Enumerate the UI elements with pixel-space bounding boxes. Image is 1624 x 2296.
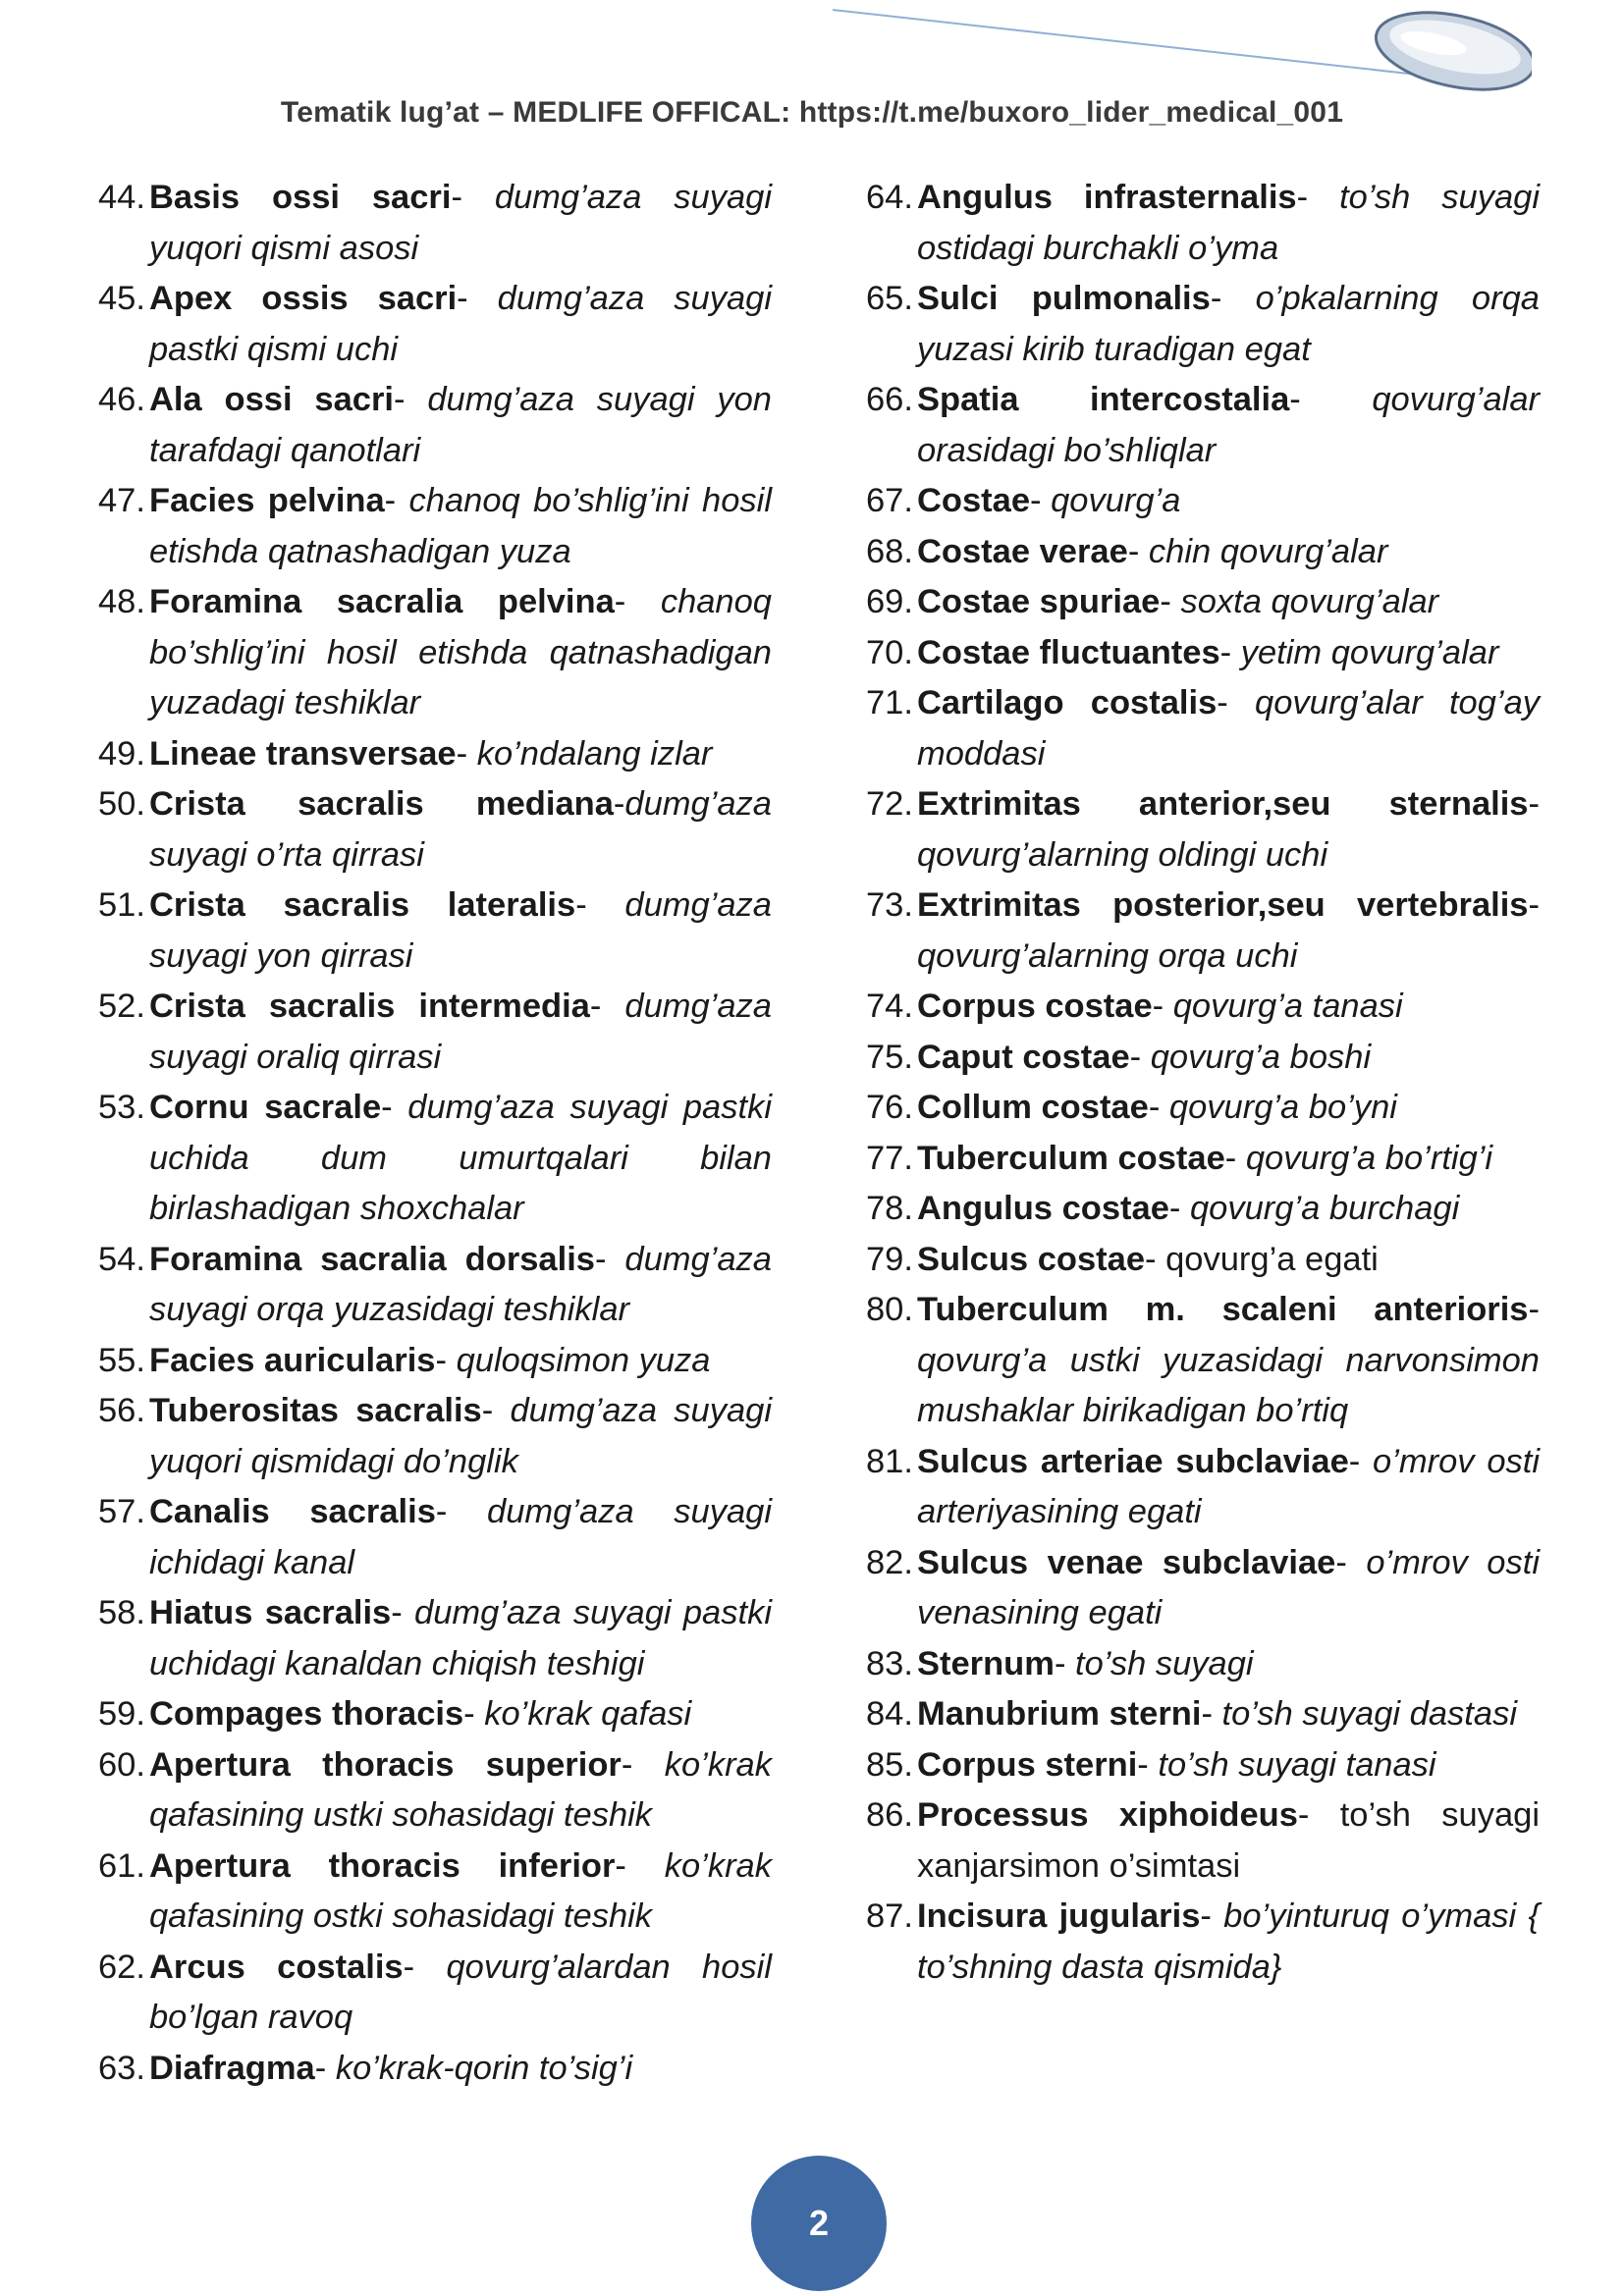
glossary-entry	[866, 173, 1540, 274]
entry-term: Facies auricularis	[149, 1341, 436, 1379]
entry-separator: -	[1148, 1089, 1169, 1126]
entry-separator: -	[1224, 1139, 1246, 1177]
entry-separator: -	[615, 1846, 665, 1885]
glossary-entry	[866, 982, 1540, 1033]
entry-separator: -	[451, 179, 495, 216]
entry-term: Lineae transversae	[149, 734, 457, 773]
page-header: Tematik lug’at – MEDLIFE OFFICAL: https://t.me/buxoro_lider_medical_001	[280, 96, 1344, 129]
entry-term: Cartilago costalis	[917, 684, 1218, 721]
entry-term: Compages thoracis	[149, 1695, 464, 1733]
entry-definition: quloqsimon yuza	[456, 1341, 711, 1379]
entry-term: Sulcus arteriae subclaviae	[917, 1442, 1349, 1480]
entry-term: Sternum	[917, 1644, 1055, 1682]
entry-separator: -	[1030, 482, 1052, 519]
glossary-entry	[866, 1892, 1540, 1993]
entry-separator: -	[1152, 988, 1173, 1025]
glossary-entry	[98, 375, 772, 476]
entry-definition: qovurg’alar tog’ay moddasi	[917, 684, 1541, 773]
entry-number: 76.	[866, 1089, 913, 1126]
entry-definition: qovurg’a bo’rtig’i	[1245, 1139, 1493, 1177]
glossary-entry	[866, 1033, 1540, 1084]
entry-number: 67.	[866, 482, 913, 519]
entry-term: Extrimitas posterior,seu vertebralis	[917, 886, 1529, 924]
glossary-entry	[866, 1740, 1540, 1791]
entry-number: 60.	[98, 1745, 145, 1784]
glossary-entry	[98, 982, 772, 1083]
entry-term: Foramina sacralia dorsalis	[149, 1240, 595, 1278]
entry-term: Arcus costalis	[149, 1948, 404, 1986]
entry-term: Manubrium sterni	[917, 1695, 1202, 1733]
entry-definition: bo’yinturuq o’ymasi { to’shning dasta qismida}	[917, 1897, 1540, 1986]
entry-separator: -	[1127, 532, 1149, 570]
entry-definition: ko’krak qafasining ostki sohasidagi teshik	[149, 1846, 772, 1935]
entry-separator: -	[391, 1594, 415, 1631]
entry-definition: o’pkalarning orqa yuzasi kirib turadigan egat	[917, 280, 1540, 368]
entry-term: Canalis sacralis	[149, 1493, 436, 1530]
entry-definition: dumg’aza suyagi ichidagi kanal	[149, 1493, 773, 1581]
entry-separator: -	[456, 734, 477, 773]
entry-number: 50.	[98, 785, 145, 823]
entry-term: Corpus sterni	[917, 1745, 1138, 1784]
entry-term: Sulcus costae	[917, 1240, 1146, 1278]
glossary-entry	[866, 1437, 1540, 1538]
entry-separator: -	[575, 886, 625, 924]
entry-term: Costae spuriae	[917, 583, 1161, 620]
entry-definition: soxta qovurg’alar	[1180, 583, 1439, 620]
entry-separator: -	[589, 988, 625, 1025]
entry-term: Crista sacralis intermedia	[149, 988, 590, 1025]
entry-number: 87.	[866, 1897, 913, 1935]
glossary-entry	[98, 476, 772, 577]
entry-number: 63.	[98, 2049, 145, 2087]
entry-definition: qovurg’a tanasi	[1172, 988, 1403, 1025]
glossary-entry	[866, 881, 1540, 982]
entry-separator: -	[1201, 1695, 1222, 1733]
glossary-entry	[866, 779, 1540, 881]
entry-term: Costae	[917, 482, 1031, 519]
entry-definition: ko’krak qafasi	[484, 1695, 692, 1733]
entry-definition: dumg’aza suyagi yuqori qismi asosi	[149, 179, 773, 267]
page-number: 2	[808, 2203, 830, 2243]
entry-definition: dumg’aza suyagi oraliq qirrasi	[149, 988, 772, 1076]
entry-separator: -	[1528, 1291, 1540, 1328]
entry-definition: chin qovurg’alar	[1148, 532, 1388, 570]
entry-separator: -	[384, 482, 409, 519]
glossary-entry	[98, 1336, 772, 1387]
entry-separator: -	[1296, 179, 1340, 216]
entry-term: Tuberositas sacralis	[149, 1392, 482, 1429]
entry-separator: -	[435, 1493, 488, 1530]
entry-term: Apertura thoracis superior	[149, 1745, 622, 1784]
glossary-column-right	[866, 173, 1540, 1993]
glossary-entry	[866, 375, 1540, 476]
glossary-entry	[866, 1538, 1540, 1639]
entry-definition: qovurg’alarning oldingi uchi	[917, 835, 1328, 874]
entry-definition: dumg’aza suyagi pastki qismi uchi	[149, 280, 772, 368]
entry-term: Diafragma	[149, 2049, 315, 2087]
entry-definition: ko’ndalang izlar	[476, 734, 713, 773]
entry-term: Incisura jugularis	[917, 1897, 1201, 1935]
entry-separator: -	[1335, 1543, 1367, 1581]
entry-number: 44.	[98, 179, 145, 216]
glossary-entry	[98, 1689, 772, 1740]
entry-separator: -	[1137, 1745, 1159, 1784]
entry-number: 58.	[98, 1594, 145, 1631]
entry-term: Crista sacralis mediana	[149, 785, 614, 823]
entry-number: 52.	[98, 988, 145, 1025]
entry-number: 51.	[98, 886, 145, 924]
glossary-entry	[98, 1740, 772, 1842]
entry-separator: -	[1528, 886, 1540, 924]
entry-separator: -	[457, 280, 498, 317]
entry-number: 53.	[98, 1089, 145, 1126]
glossary-entry	[98, 729, 772, 780]
glossary-entry	[866, 1184, 1540, 1235]
entry-separator: -	[403, 1948, 447, 1986]
entry-number: 55.	[98, 1341, 145, 1379]
glossary-entry	[98, 2044, 772, 2095]
glossary-entry	[98, 1083, 772, 1235]
entry-term: Corpus costae	[917, 988, 1153, 1025]
glossary-entry	[866, 1689, 1540, 1740]
entry-definition: o’mrov osti venasining egati	[917, 1543, 1540, 1631]
glossary-entry	[866, 1790, 1540, 1892]
entry-number: 54.	[98, 1240, 145, 1278]
entry-definition: ko’krak-qorin to’sig’i	[335, 2049, 633, 2087]
entry-term: Ala ossi sacri	[149, 381, 394, 418]
entry-number: 47.	[98, 482, 145, 519]
entry-separator: -	[381, 1089, 408, 1126]
entry-definition: yetim qovurg’alar	[1240, 633, 1499, 671]
entry-number: 73.	[866, 886, 913, 924]
entry-definition: qovurg’alardan hosil bo’lgan ravoq	[149, 1948, 773, 2036]
entry-definition: chanoq bo’shlig’ini hosil etishda qatnashadigan yuza	[149, 482, 772, 570]
entry-separator: -	[594, 1240, 625, 1278]
entry-term: Angulus infrasternalis	[917, 179, 1297, 216]
entry-separator: -	[1160, 583, 1181, 620]
entry-definition: dumg’aza suyagi pastki uchida dum umurtqalari bilan birlashadigan shoxchalar	[149, 1089, 772, 1227]
glossary-entry	[866, 678, 1540, 779]
entry-definition: dumg’aza suyagi o’rta qirrasi	[149, 785, 772, 874]
entry-definition: chanoq bo’shlig’ini hosil etishda qatnashadigan yuzadagi teshiklar	[149, 583, 772, 721]
glossary-entry	[866, 628, 1540, 679]
entry-number: 81.	[866, 1442, 913, 1480]
entry-separator: -	[1054, 1644, 1076, 1682]
entry-term: Hiatus sacralis	[149, 1594, 392, 1631]
glossary-entry	[866, 1639, 1540, 1690]
glossary-entry	[98, 1842, 772, 1943]
entry-number: 59.	[98, 1695, 145, 1733]
entry-number: 69.	[866, 583, 913, 620]
entry-separator: -	[1289, 381, 1373, 418]
glossary-entry	[98, 1588, 772, 1689]
glossary-entry	[866, 1285, 1540, 1437]
entry-number: 65.	[866, 280, 913, 317]
entry-term: Crista sacralis lateralis	[149, 886, 576, 924]
glossary-entry	[98, 173, 772, 274]
entry-definition: qovurg’a boshi	[1150, 1038, 1372, 1076]
entry-number: 62.	[98, 1948, 145, 1986]
entry-separator: -	[1217, 684, 1256, 721]
entry-number: 72.	[866, 785, 913, 823]
entry-separator: -	[435, 1341, 457, 1379]
entry-term: Caput costae	[917, 1038, 1130, 1076]
glossary-entry	[98, 274, 772, 375]
entry-definition: qovurg’alar orasidagi bo’shliqlar	[917, 381, 1540, 469]
header-swoosh-decoration	[825, 0, 1532, 98]
entry-term: Facies pelvina	[149, 482, 385, 519]
entry-separator: -	[1145, 1240, 1166, 1278]
entry-definition: to’sh suyagi dastasi	[1221, 1695, 1517, 1733]
glossary-entry	[866, 1235, 1540, 1286]
entry-definition: dumg’aza suyagi yon tarafdagi qanotlari	[149, 381, 772, 469]
entry-number: 71.	[866, 684, 913, 721]
entry-separator: -	[481, 1392, 511, 1429]
entry-number: 61.	[98, 1846, 145, 1885]
entry-number: 49.	[98, 734, 145, 773]
entry-definition: o’mrov osti arteriyasining egati	[917, 1442, 1541, 1530]
entry-number: 68.	[866, 532, 913, 570]
entry-number: 83.	[866, 1644, 913, 1682]
entry-separator: -	[463, 1695, 485, 1733]
entry-definition: dumg’aza suyagi orqa yuzasidagi teshiklar	[149, 1240, 772, 1328]
entry-term: Sulcus venae subclaviae	[917, 1543, 1336, 1581]
entry-definition: qovurg’a burchagi	[1189, 1190, 1460, 1227]
entry-term: Apertura thoracis inferior	[149, 1846, 616, 1885]
entry-definition: qovurg’a ustki yuzasidagi narvonsimon mushaklar birikadigan bo’rtiq	[917, 1341, 1540, 1429]
entry-number: 64.	[866, 179, 913, 216]
entry-number: 48.	[98, 583, 145, 620]
glossary-column-left	[98, 173, 772, 2094]
entry-term: Cornu sacrale	[149, 1089, 382, 1126]
entry-definition: qovurg’a egati	[1165, 1240, 1379, 1278]
entry-separator: -	[1297, 1796, 1340, 1834]
entry-definition: dumg’aza suyagi pastki uchidagi kanaldan chiqish teshigi	[149, 1594, 772, 1682]
entry-term: Foramina sacralia pelvina	[149, 583, 615, 620]
entry-separator: -	[621, 1745, 665, 1784]
glossary-entry	[98, 779, 772, 881]
entry-number: 77.	[866, 1139, 913, 1177]
entry-separator: -	[1528, 785, 1540, 823]
entry-term: Costae fluctuantes	[917, 633, 1220, 671]
entry-separator: -	[613, 785, 625, 823]
entry-definition: to’sh suyagi xanjarsimon o’simtasi	[917, 1796, 1540, 1885]
entry-separator: -	[1348, 1442, 1374, 1480]
entry-term: Angulus costae	[917, 1190, 1169, 1227]
glossary-entry	[98, 577, 772, 729]
entry-number: 84.	[866, 1695, 913, 1733]
entry-separator: -	[1129, 1038, 1151, 1076]
entry-definition: to’sh suyagi	[1075, 1644, 1254, 1682]
entry-term: Sulci pulmonalis	[917, 280, 1211, 317]
entry-definition: qovurg’alarning orqa uchi	[917, 936, 1298, 975]
entry-number: 66.	[866, 381, 913, 418]
entry-definition: dumg’aza suyagi yuqori qismidagi do’nglik	[149, 1392, 773, 1480]
entry-separator: -	[314, 2049, 336, 2087]
entry-separator: -	[1168, 1190, 1190, 1227]
glossary-entry	[866, 527, 1540, 578]
entry-number: 74.	[866, 988, 913, 1025]
entry-term: Extrimitas anterior,seu sternalis	[917, 785, 1529, 823]
glossary-entry	[98, 881, 772, 982]
entry-definition: to’sh suyagi ostidagi burchakli o’yma	[917, 179, 1540, 267]
entry-separator: -	[1200, 1897, 1224, 1935]
entry-number: 45.	[98, 280, 145, 317]
glossary-entry	[866, 1083, 1540, 1134]
entry-separator: -	[394, 381, 428, 418]
glossary-entry	[866, 577, 1540, 628]
entry-number: 82.	[866, 1543, 913, 1581]
entry-term: Processus xiphoideus	[917, 1796, 1298, 1834]
glossary-entry	[98, 1943, 772, 2044]
glossary-entry	[98, 1386, 772, 1487]
glossary-entry	[866, 274, 1540, 375]
glossary-entry	[98, 1487, 772, 1588]
entry-term: Tuberculum m. scaleni anterioris	[917, 1291, 1529, 1328]
entry-definition: qovurg’a bo’yni	[1168, 1089, 1397, 1126]
entry-number: 79.	[866, 1240, 913, 1278]
entry-number: 75.	[866, 1038, 913, 1076]
entry-term: Tuberculum costae	[917, 1139, 1225, 1177]
entry-term: Collum costae	[917, 1089, 1149, 1126]
glossary-entry	[866, 1134, 1540, 1185]
entry-number: 57.	[98, 1493, 145, 1530]
entry-number: 85.	[866, 1745, 913, 1784]
entry-definition: dumg’aza suyagi yon qirrasi	[149, 886, 772, 975]
entry-separator: -	[1210, 280, 1256, 317]
glossary-entry	[98, 1235, 772, 1336]
entry-definition: qovurg’a	[1051, 482, 1181, 519]
glossary-entry	[866, 476, 1540, 527]
entry-number: 78.	[866, 1190, 913, 1227]
entry-definition: ko’krak qafasining ustki sohasidagi teshik	[149, 1745, 772, 1834]
entry-number: 56.	[98, 1392, 145, 1429]
entry-term: Apex ossis sacri	[149, 280, 458, 317]
entry-term: Costae verae	[917, 532, 1128, 570]
entry-number: 80.	[866, 1291, 913, 1328]
page-number-badge	[751, 2156, 887, 2291]
entry-separator: -	[1219, 633, 1241, 671]
entry-definition: to’sh suyagi tanasi	[1158, 1745, 1436, 1784]
entry-number: 46.	[98, 381, 145, 418]
entry-separator: -	[614, 583, 661, 620]
entry-number: 70.	[866, 633, 913, 671]
entry-term: Basis ossi sacri	[149, 179, 452, 216]
entry-number: 86.	[866, 1796, 913, 1834]
entry-term: Spatia intercostalia	[917, 381, 1290, 418]
